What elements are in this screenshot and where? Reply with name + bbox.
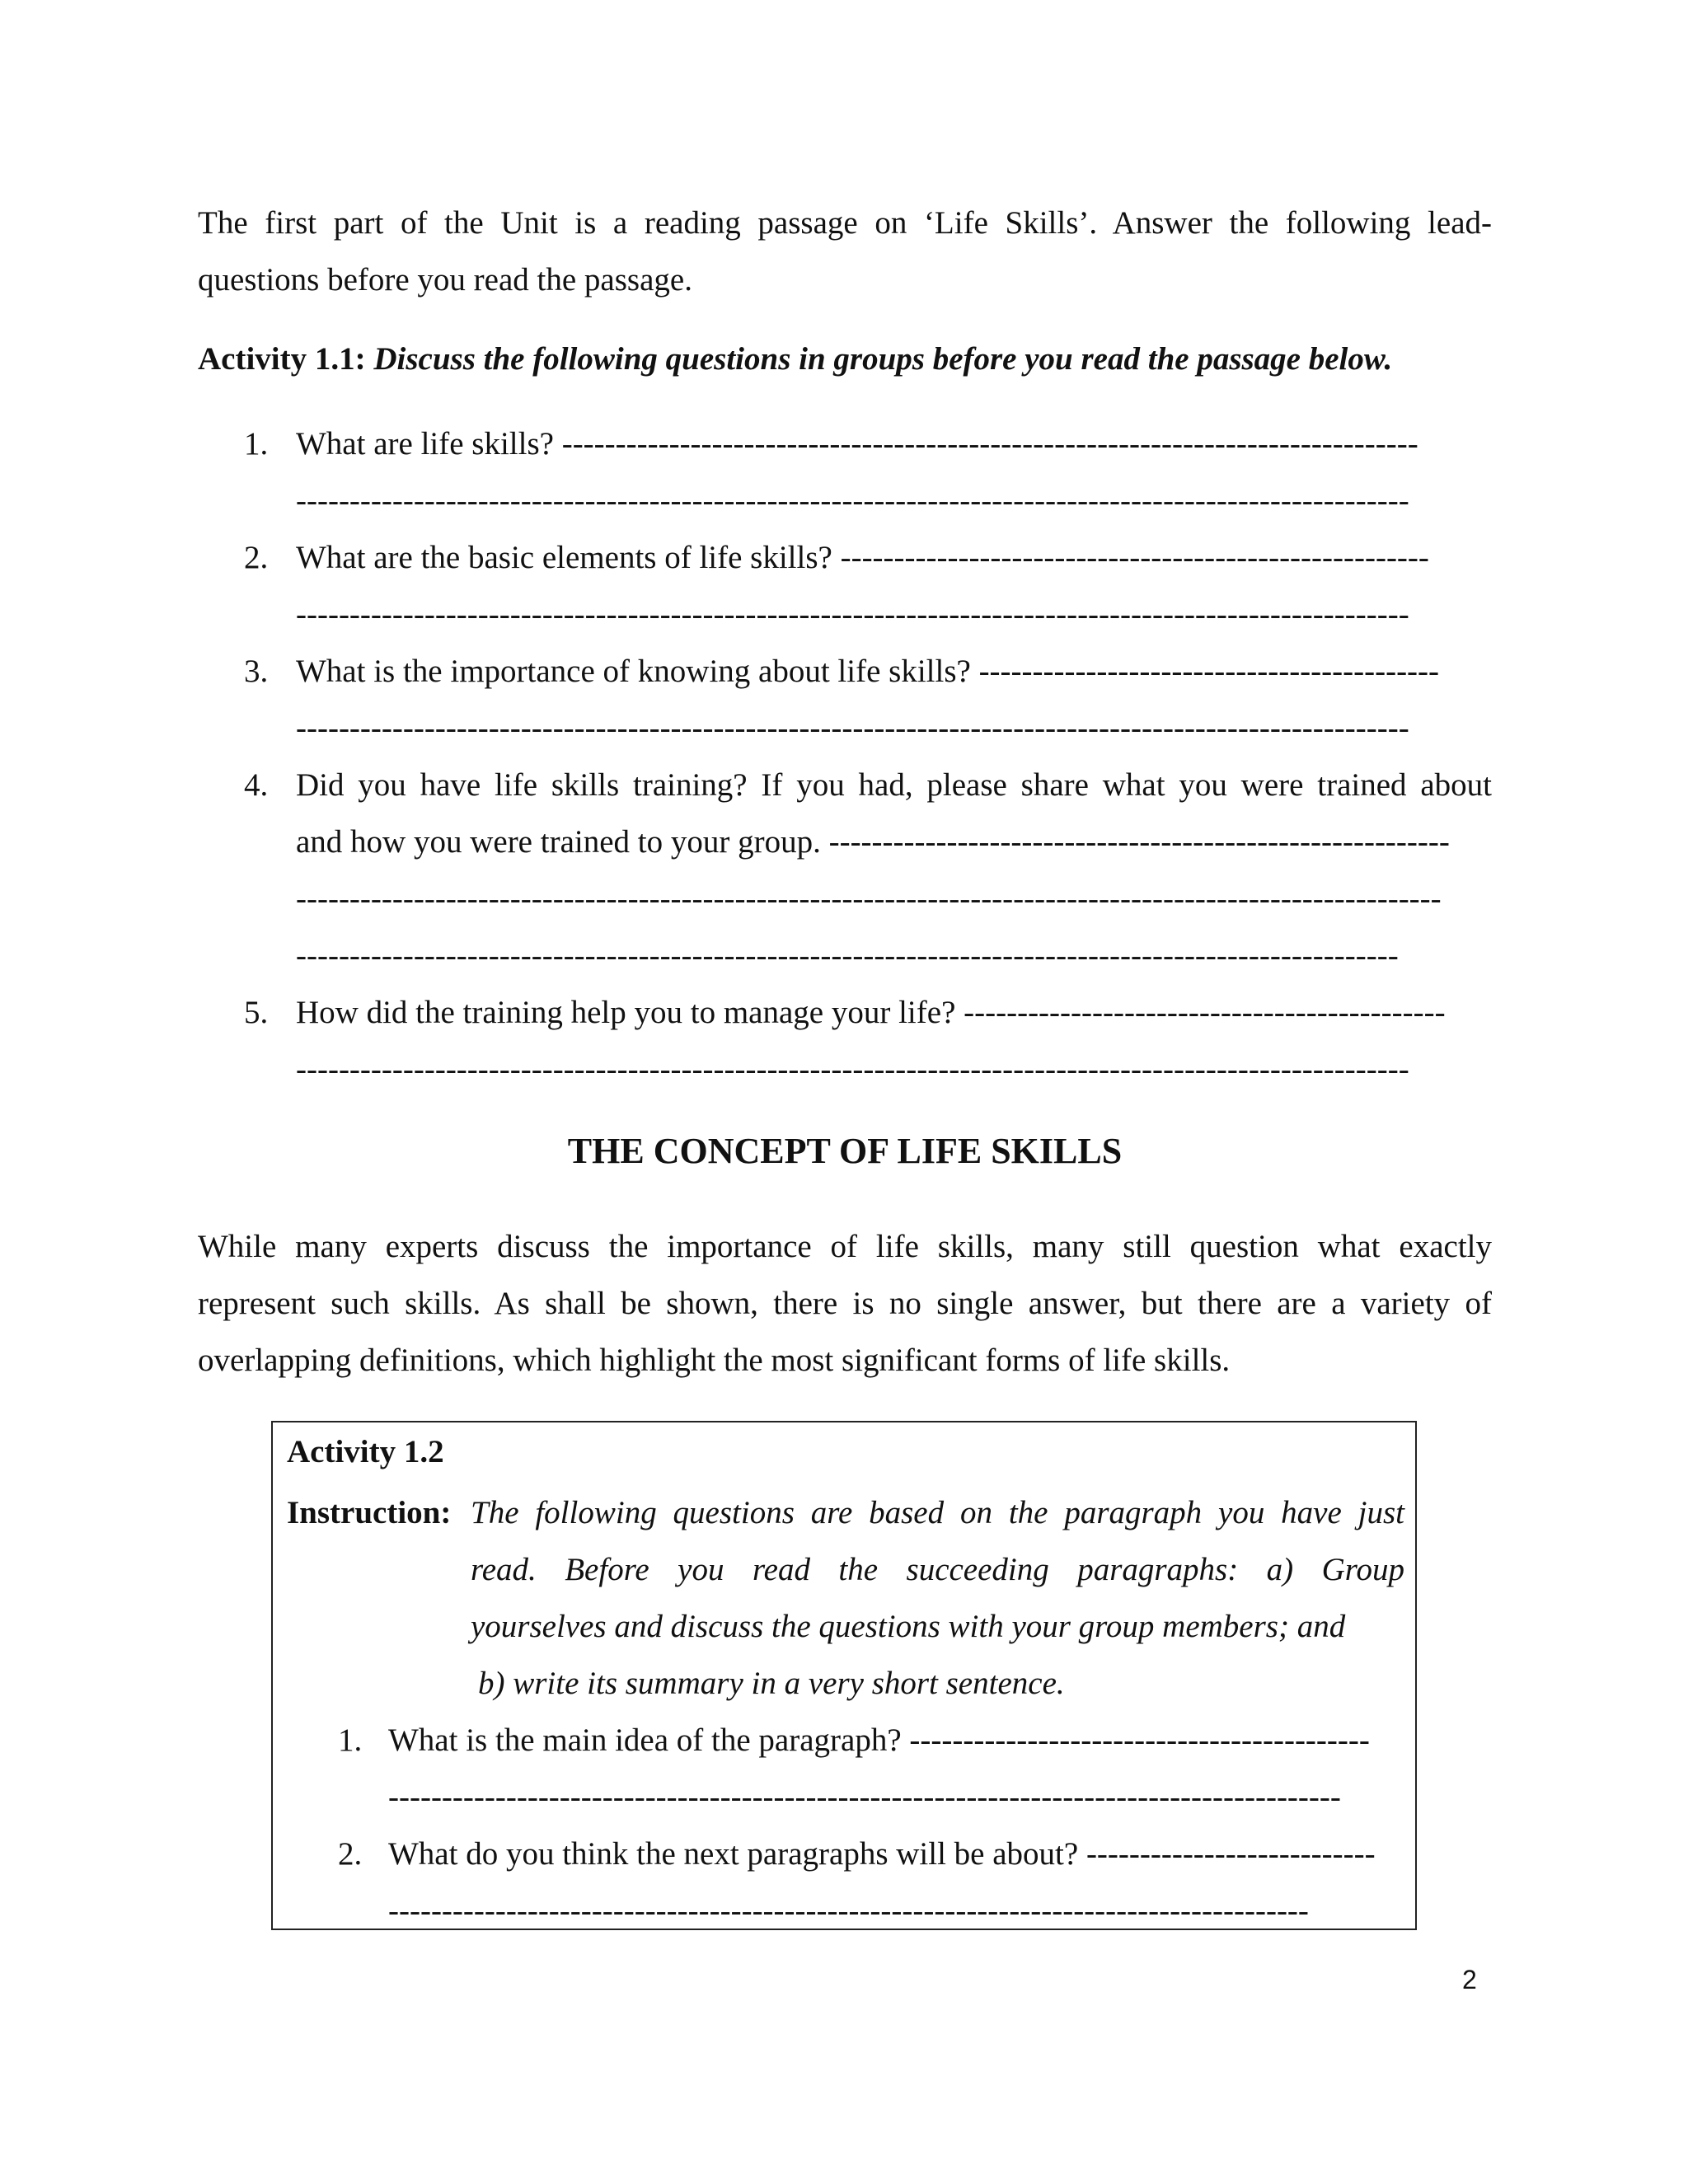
question-text: What are the basic elements of life skills? ------------------------------------------------------- (296, 540, 1429, 575)
question-text: What do you think the next paragraphs will be about? --------------------------- (388, 1836, 1376, 1872)
question-text: What are life skills? -------------------------------------------------------------------------------- (296, 426, 1418, 462)
instruction-label: Instruction: (287, 1495, 452, 1530)
box-question-item (338, 1825, 1402, 1939)
instruction-line: yourselves and discuss the questions with your group members; and (471, 1609, 1346, 1644)
answer-line[interactable]: -------------------------------------------------------------------------------------------------------- (296, 597, 1409, 632)
activity-1-2-title: Activity 1.2 (287, 1434, 444, 1469)
activity-1-1-instruction: Discuss the following questions in groups before you read the passage below. (373, 341, 1393, 377)
question-text: Did you have life skills training? If you had, please share what you were trained about (296, 767, 1492, 803)
page-number: 2 (1462, 1965, 1477, 1994)
instruction-text (471, 1484, 1404, 1712)
answer-line[interactable]: ----------------------------------------------------------------------------------------- (388, 1779, 1341, 1815)
section-heading: THE CONCEPT OF LIFE SKILLS (567, 1131, 1123, 1171)
question-text: How did the training help you to manage your life? --------------------------------------------- (296, 995, 1446, 1030)
question-number: 2. (244, 540, 269, 575)
paragraph-line-1: While many experts discuss the importance of life skills, many still question what exactly (198, 1229, 1492, 1264)
question-text: What is the main idea of the paragraph? ------------------------------------------- (388, 1722, 1370, 1758)
question-number: 4. (244, 767, 269, 803)
activity-1-1-question-list (198, 415, 1492, 1098)
instruction-line: The following questions are based on the paragraph you have just (471, 1495, 1404, 1530)
answer-line[interactable]: ------------------------------------------------------------------------------------------------------- (296, 938, 1399, 973)
activity-1-1-label: Activity 1.1: (198, 341, 366, 377)
answer-line[interactable]: -------------------------------------------------------------------------------------------------------- (296, 710, 1409, 746)
intro-line-2: questions before you read the passage. (198, 262, 692, 298)
question-number: 1. (338, 1722, 363, 1758)
question-item (198, 643, 1492, 757)
intro-line-1: The first part of the Unit is a reading passage on ‘Life Skills’. Answer the following lead- (198, 205, 1492, 241)
question-number: 2. (338, 1836, 363, 1872)
question-item (198, 757, 1492, 984)
question-item (198, 984, 1492, 1098)
instruction-line: b) write its summary in a very short sentence. (478, 1666, 1065, 1701)
question-number: 3. (244, 654, 269, 689)
question-text-cont: and how you were trained to your group. ---------------------------------------------------------- (296, 824, 1450, 860)
answer-line[interactable]: ----------------------------------------------------------------------------------------------------------- (296, 881, 1442, 916)
question-item (198, 529, 1492, 643)
answer-line[interactable]: -------------------------------------------------------------------------------------------------------- (296, 483, 1409, 518)
instruction-line: read. Before you read the succeeding paragraphs: a) Group (471, 1552, 1404, 1587)
paragraph-line-2: represent such skills. As shall be shown, there is no single answer, but there are a variety of (198, 1286, 1492, 1321)
question-number: 1. (244, 426, 269, 462)
activity-1-2-box (271, 1421, 1417, 1930)
activity-1-1-header (198, 335, 1492, 384)
document-page (198, 0, 1492, 2184)
answer-line[interactable]: -------------------------------------------------------------------------------------------------------- (296, 1052, 1409, 1087)
question-item (198, 415, 1492, 529)
question-text: What is the importance of knowing about life skills? ------------------------------------------- (296, 654, 1440, 689)
question-number: 5. (244, 995, 269, 1030)
intro-paragraph (198, 194, 1492, 308)
answer-line[interactable]: -------------------------------------------------------------------------------------- (388, 1893, 1309, 1929)
box-question-item (338, 1712, 1402, 1825)
body-paragraph (198, 1218, 1492, 1389)
paragraph-line-3: overlapping definitions, which highlight the most significant forms of life skills. (198, 1343, 1231, 1378)
